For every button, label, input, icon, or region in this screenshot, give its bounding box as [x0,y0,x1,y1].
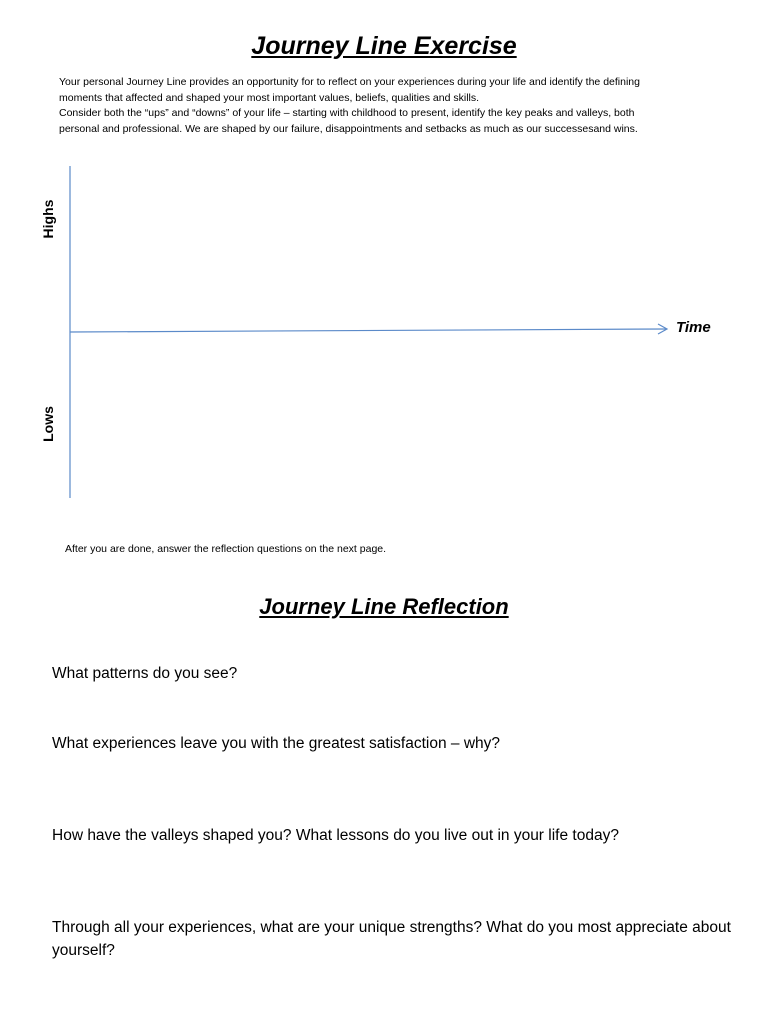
lows-axis-label: Lows [40,406,56,442]
intro-line: moments that affected and shaped your most important values, beliefs, qualities and skills. [59,91,480,104]
highs-axis-label: Highs [40,199,56,239]
page-title: Journey Line Exercise [251,32,517,60]
reflection-question: Through all your experiences, what are your unique strengths? What do you most appreciate about yourself? [52,919,731,959]
intro-line: Consider both the “ups” and “downs” of your life – starting with childhood to present, identify the key peaks and valleys, both [59,107,635,119]
reflection-title: Journey Line Reflection [259,594,509,619]
intro-line: personal and professional. We are shaped by our failure, disappointments and setbacks as much as our successesand wins. [59,122,638,135]
reflection-question: How have the valleys shaped you? What lessons do you live out in your life today? [52,827,619,844]
intro-line: Your personal Journey Line provides an opportunity for to reflect on your experiences during your life and identify the defining [59,76,640,88]
time-axis [70,329,666,332]
time-axis-label: Time [676,319,711,336]
after-note: After you are done, answer the reflection questions on the next page. [65,543,387,555]
reflection-question: What experiences leave you with the greatest satisfaction – why? [52,735,501,752]
reflection-question: What patterns do you see? [52,665,238,682]
